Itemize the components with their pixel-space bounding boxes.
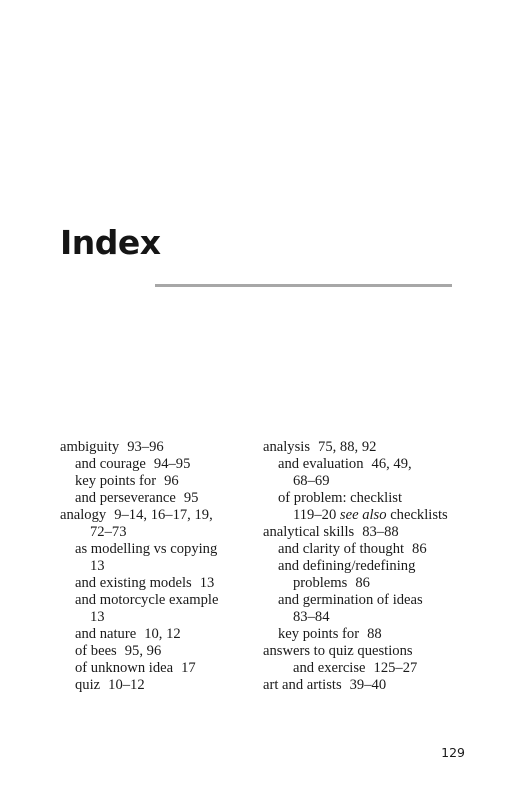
index-entry <box>263 660 448 677</box>
index-term: analysis <box>263 439 311 455</box>
index-entry <box>60 473 218 490</box>
index-page-refs: 125–27 <box>373 660 418 676</box>
index-entry <box>60 660 218 677</box>
index-page-refs: 95, 96 <box>124 643 162 659</box>
index-entry <box>60 507 218 524</box>
index-entry <box>263 677 448 694</box>
index-term: and nature <box>75 626 137 642</box>
index-entry <box>263 473 448 490</box>
index-entry <box>60 592 218 609</box>
index-entry <box>263 439 448 456</box>
index-page-refs: 93–96 <box>127 439 164 455</box>
index-page-refs: 95 <box>183 490 199 506</box>
index-page-refs: 86 <box>355 575 370 591</box>
index-term: as modelling vs copying <box>75 541 218 557</box>
index-entry <box>60 609 218 626</box>
index-term: analytical skills <box>263 524 355 540</box>
index-entry <box>60 490 218 507</box>
index-term: art and artists <box>263 677 342 693</box>
index-column-right <box>263 439 448 694</box>
index-term: and perseverance <box>75 490 176 506</box>
index-entry <box>60 541 218 558</box>
index-entry <box>60 626 218 643</box>
index-term: key points for <box>75 473 157 489</box>
index-term: of problem: checklist <box>278 490 403 506</box>
index-page-refs: 96 <box>164 473 179 489</box>
index-entry <box>263 575 448 592</box>
index-page-refs: 17 <box>181 660 196 676</box>
index-entry <box>60 456 218 473</box>
index-term: and germination of ideas <box>278 592 423 608</box>
index-entry <box>60 524 218 541</box>
index-cross-ref-label: see also <box>339 507 387 523</box>
index-entry <box>263 592 448 609</box>
index-page-refs: 10, 12 <box>144 626 181 642</box>
index-entry <box>263 456 448 473</box>
index-term: 68–69 <box>293 473 330 489</box>
index-term: 72–73 <box>90 524 127 540</box>
index-term: of bees <box>75 643 117 659</box>
index-page-refs: 88 <box>367 626 382 642</box>
index-entry <box>263 541 448 558</box>
index-term: and exercise <box>293 660 366 676</box>
index-page-refs: 10–12 <box>108 677 145 693</box>
title-rule <box>155 284 452 287</box>
index-column-left <box>60 439 218 694</box>
index-entry <box>263 507 448 524</box>
index-term: and clarity of thought <box>278 541 405 557</box>
index-term: 13 <box>90 609 105 625</box>
index-term: answers to quiz questions <box>263 643 413 659</box>
index-page-refs: 75, 88, 92 <box>318 439 377 455</box>
index-entry <box>263 490 448 507</box>
index-entry <box>60 558 218 575</box>
index-page-refs: 94–95 <box>153 456 191 472</box>
index-entry <box>263 609 448 626</box>
index-term: and motorcycle example <box>75 592 219 608</box>
index-page-refs: 83–88 <box>362 524 399 540</box>
index-term: 83–84 <box>293 609 330 625</box>
index-page-refs: 13 <box>199 575 215 591</box>
index-entry <box>60 439 218 456</box>
index-entry <box>60 677 218 694</box>
index-term: analogy <box>60 507 107 523</box>
index-term: and defining/redefining <box>278 558 416 574</box>
index-term: ambiguity <box>60 439 120 455</box>
index-entry <box>60 575 218 592</box>
index-term: key points for <box>278 626 360 642</box>
index-page-refs: 86 <box>412 541 427 557</box>
index-page-refs: 46, 49, <box>371 456 412 472</box>
page-title: Index <box>60 223 161 262</box>
index-term: problems <box>293 575 348 591</box>
index-cross-ref-target: checklists <box>390 507 448 523</box>
index-entry <box>263 558 448 575</box>
index-page-refs: 9–14, 16–17, 19, <box>114 507 213 523</box>
index-entry <box>60 643 218 660</box>
index-page-refs: 39–40 <box>349 677 387 693</box>
index-term: and evaluation <box>278 456 364 472</box>
index-entry <box>263 626 448 643</box>
index-term: 119–20 <box>293 507 337 523</box>
page-number: 129 <box>441 745 465 760</box>
index-term: and existing models <box>75 575 192 591</box>
index-entry <box>263 524 448 541</box>
index-entry <box>263 643 448 660</box>
index-term: and courage <box>75 456 146 472</box>
index-term: of unknown idea <box>75 660 174 676</box>
index-term: 13 <box>90 558 105 574</box>
index-term: quiz <box>75 677 101 693</box>
